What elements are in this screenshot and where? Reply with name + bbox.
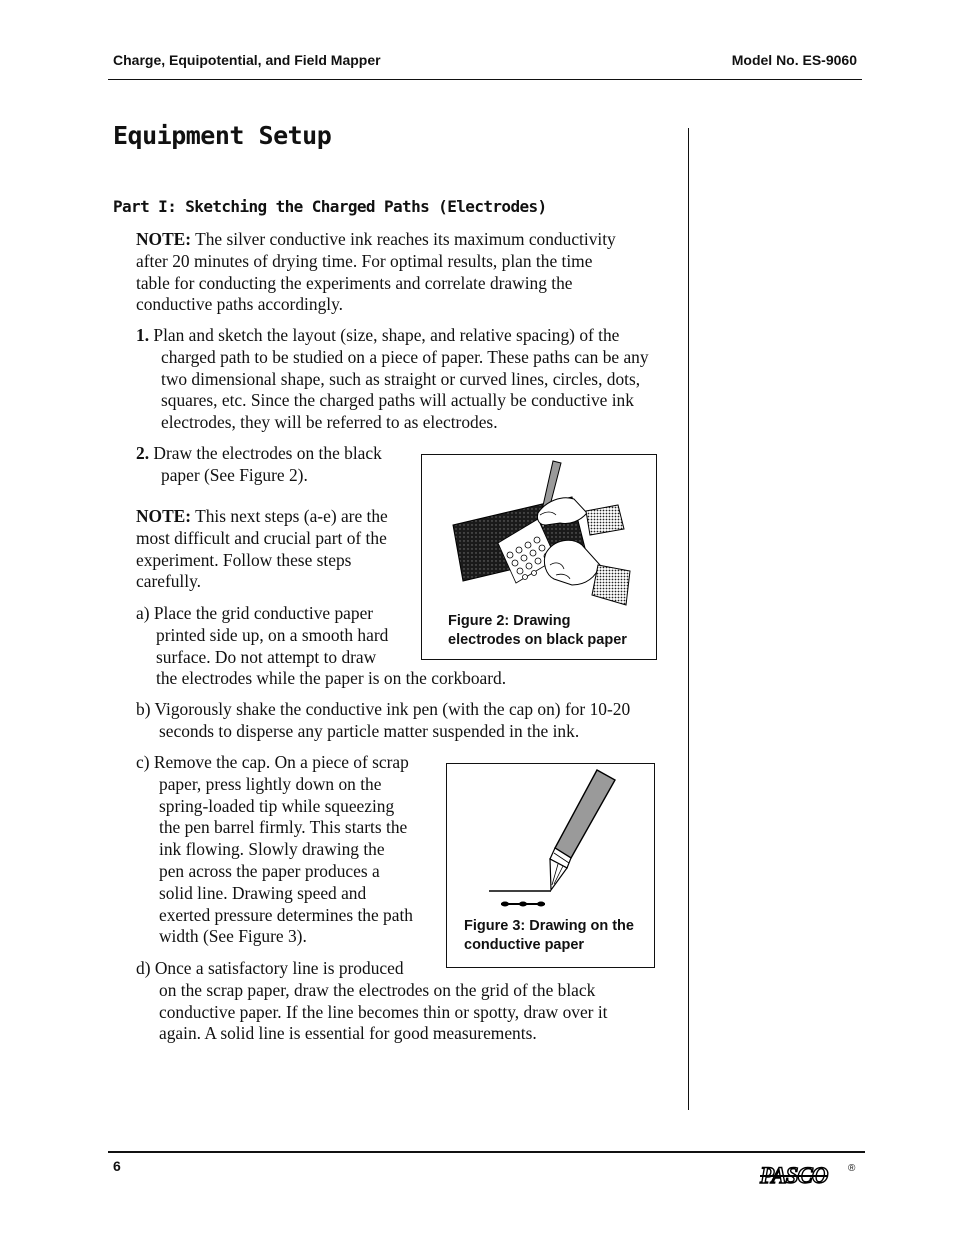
hand-lower [544, 540, 600, 585]
cuff-upper [586, 505, 624, 535]
step-1: 1. Plan and sketch the layout (size, shape, and relative spacing) of the charged path to be studied on a piece of paper. These paths can be any two dimensional shape, such as straight or curved lines, circles, dots, squares, etc. Since the charged paths will actually be conductive ink electrodes, they will be referred to as electrodes. [136, 325, 649, 433]
figure-3 [446, 763, 655, 968]
running-header-model: Model No. ES-9060 [731, 52, 857, 68]
pen-barrel [555, 770, 615, 858]
step-b: b) Vigorously shake the conductive ink pen (with the cap on) for 10-20 seconds to disperse any particle matter suspended in the ink. [136, 699, 631, 741]
section-title: Equipment Setup [113, 121, 332, 150]
registered-mark: ® [848, 1163, 856, 1174]
figure-2-caption: Figure 2: Drawing electrodes on black paper [448, 613, 627, 648]
step-a: a) Place the grid conductive paper printed side up, on a smooth hard surface. Do not attempt to draw the electrodes while the paper is on the corkboard. [136, 603, 507, 689]
footer-rule [108, 1151, 865, 1153]
figure-2 [421, 454, 657, 660]
step-c: c) Remove the cap. On a piece of scrap paper, press lightly down on the spring-loaded tip while squeezing the pen barrel firmly. This starts the ink flowing. Slowly drawing the pen across the paper produces a solid line. Drawing speed and exerted pressure determines the path width (See Figure 3). [136, 752, 413, 947]
note-label: NOTE: [136, 506, 192, 526]
step-2: 2. Draw the electrodes on the black paper (See Figure 2). [136, 443, 382, 485]
column-divider [688, 128, 689, 1110]
note-paragraph: NOTE: The silver conductive ink reaches its maximum conductivity after 20 minutes of drying time. For optimal results, plan the time table for conducting the experiments and correlate drawing the conductive paths accordingly. [136, 229, 616, 315]
cuff-lower [592, 565, 630, 605]
pasco-logo: PASCO [760, 1163, 828, 1188]
page-number: 6 [113, 1158, 121, 1174]
figure-3-caption: Figure 3: Drawing on the conductive paper [464, 918, 634, 953]
part-title: Part I: Sketching the Charged Paths (Electrodes) [113, 197, 547, 216]
header-rule [108, 79, 862, 80]
running-header-title: Charge, Equipotential, and Field Mapper [113, 52, 381, 68]
ink-line [501, 902, 545, 907]
note-paragraph-2: NOTE: This next steps (a-e) are the most difficult and crucial part of the experiment. Follow these steps carefully. [136, 506, 388, 592]
note-label: NOTE: [136, 229, 192, 249]
step-d: d) Once a satisfactory line is produced on the scrap paper, draw the electrodes on the grid of the black conductive paper. If the line becomes thin or spotty, draw over it again. A solid line is essential for good measurements. [136, 958, 608, 1044]
